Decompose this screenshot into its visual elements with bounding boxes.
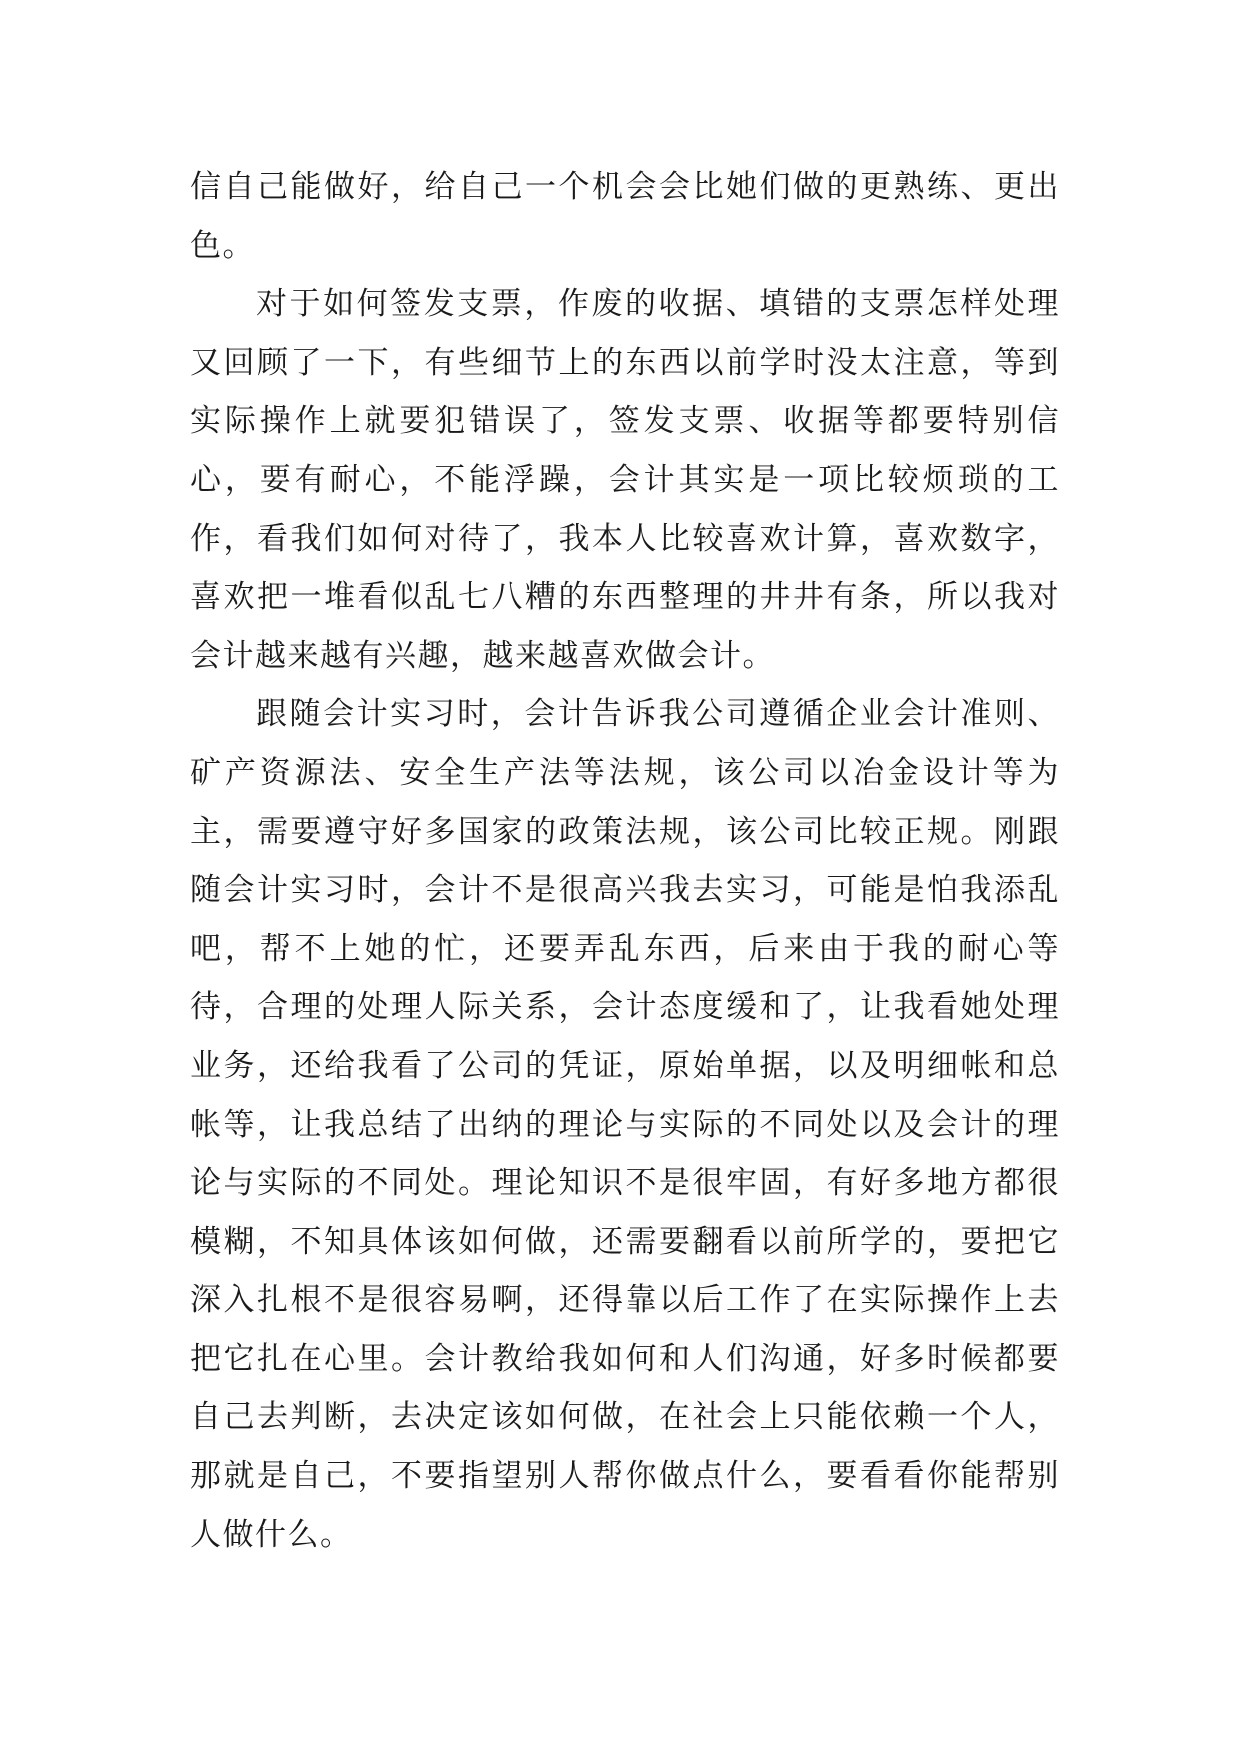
document-body xyxy=(190,158,1060,1564)
paragraph-2: 对于如何签发支票，作废的收据、填错的支票怎样处理又回顾了一下，有些细节上的东西以前学时没太注意，等到实际操作上就要犯错误了，签发支票、收据等都要特别信心，要有耐心，不能浮躁，会计其实是一项比较烦琐的工作，看我们如何对待了，我本人比较喜欢计算，喜欢数字，喜欢把一堆看似乱七八糟的东西整理的井井有条，所以我对会计越来越有兴趣，越来越喜欢做会计。 xyxy=(190,286,1060,674)
paragraph-1: 信自己能做好，给自己一个机会会比她们做的更熟练、更出色。 xyxy=(190,169,1060,264)
paragraph-3: 跟随会计实习时，会计告诉我公司遵循企业会计准则、矿产资源法、安全生产法等法规，该公司以冶金设计等为主，需要遵守好多国家的政策法规，该公司比较正规。刚跟随会计实习时，会计不是很高兴我去实习，可能是怕我添乱吧，帮不上她的忙，还要弄乱东西，后来由于我的耐心等待，合理的处理人际关系，会计态度缓和了，让我看她处理业务，还给我看了公司的凭证，原始单据，以及明细帐和总帐等，让我总结了出纳的理论与实际的不同处以及会计的理论与实际的不同处。理论知识不是很牢固，有好多地方都很模糊，不知具体该如何做，还需要翻看以前所学的，要把它深入扎根不是很容易啊，还得靠以后工作了在实际操作上去把它扎在心里。会计教给我如何和人们沟通，好多时候都要自己去判断，去决定该如何做，在社会上只能依赖一个人，那就是自己，不要指望别人帮你做点什么，要看看你能帮别人做什么。 xyxy=(190,696,1060,1553)
